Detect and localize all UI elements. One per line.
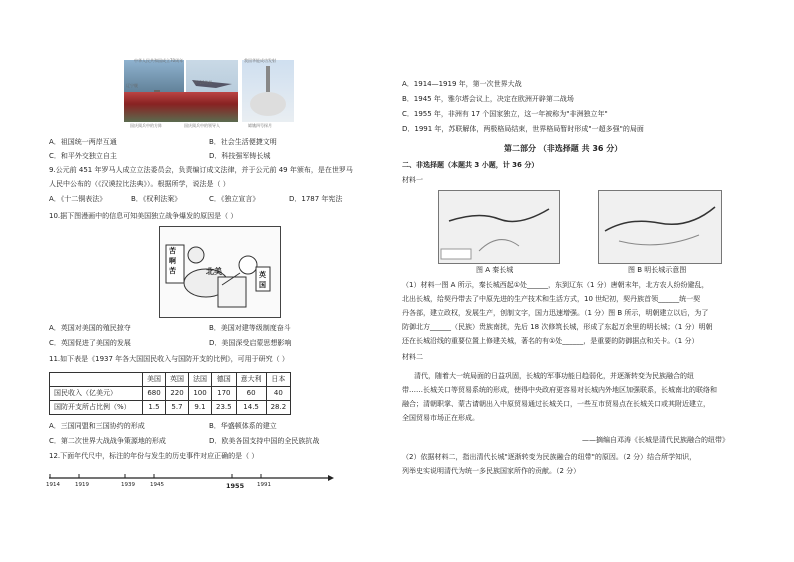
q8-option-b[interactable]: B．社会生活便捷文明 <box>209 138 277 146</box>
q9-stem-line: 人民中公布的（《汉谟拉比法典》）。根据所学，说法是（ ） <box>49 180 230 188</box>
cartoon <box>159 226 281 318</box>
material-two-label: 材料二 <box>402 353 423 361</box>
cartoon-label: 啊 <box>169 257 176 265</box>
table-cell: 国民收入（亿美元） <box>50 387 143 401</box>
cartoon-label: 苦 <box>169 247 176 255</box>
table-cell: 28.2 <box>266 401 291 415</box>
paragraph-line: 防御北方______（民族）贵族南扰，先后 18 次修筑长城，形成了东起万余里的明长城；（1 分）明朝 <box>402 323 713 331</box>
q12-stem: 12.下面年代尺中，标注的年份与发生的历史事件对应正确的是（ ） <box>49 452 259 460</box>
table-cell: 23.5 <box>212 401 237 415</box>
photo-rocket-launch <box>242 60 294 122</box>
map-a-graphic <box>439 191 559 263</box>
q11-option-c[interactable]: C．第二次世界大战战争策源地的形成 <box>49 437 166 445</box>
table-cell: 日本 <box>266 373 291 387</box>
timeline-label: 1945 <box>150 482 164 488</box>
timeline-label: 1991 <box>257 482 271 488</box>
paragraph-line: 清代，随着大一统局面的日益巩固，长城的军事功能日趋弱化，并逐渐转变为民族融合的纽 <box>414 372 694 380</box>
paragraph-line: 丹各部，建立政权，发展生产，创制文字，国力迅速增强。（1 分）图 B 所示，明朝建立以后，为了 <box>402 309 709 317</box>
q11-option-a[interactable]: A．三国同盟和三国协约的形成 <box>49 422 145 430</box>
rocket-graphic <box>242 60 294 122</box>
q10-option-b[interactable]: B．美国对建等级制度奋斗 <box>209 324 291 332</box>
q8-option-d[interactable]: D．科技强军铸长城 <box>209 152 271 160</box>
paragraph-line: 北出长城，给契丹带去了中原先进的生产技术和生活方式，10 世纪初，契丹族首领______统一契 <box>402 295 701 303</box>
part-two-title: 第二部分 （非选择题 共 36 分） <box>504 144 623 153</box>
table-cell: 法国 <box>189 373 212 387</box>
map-b-ming-wall <box>598 190 722 264</box>
cartoon-label: 北美 <box>206 267 222 276</box>
table-cell: 220 <box>166 387 189 401</box>
cartoon-label: 英 <box>259 271 266 279</box>
table-cell: 5.7 <box>166 401 189 415</box>
table-cell: 14.5 <box>236 401 266 415</box>
photo-caption: 我国华能成功发射 <box>244 58 276 63</box>
table-cell: 60 <box>236 387 266 401</box>
map-a-qin-wall <box>438 190 560 264</box>
table-row <box>50 387 291 401</box>
q10-option-d[interactable]: D．美国深受启蒙思想影响 <box>209 339 292 347</box>
paragraph-line: （1）材料一图 A 所示，秦长城西起①处______，东到辽东（1 分）唐朝末年，北方农人纷纷避乱， <box>402 281 709 289</box>
cartoon-label: 国 <box>259 281 266 289</box>
question-two-line: （2）依据材料二，指出清代长城"逐渐转变为民族融合的纽带"的原因。（2 分）结合所学知识， <box>402 453 697 461</box>
q12-option-a[interactable]: A．1914—1919 年，第一次世界大战 <box>402 80 522 88</box>
map-a-caption: 图 A 秦长城 <box>476 266 514 274</box>
q11-option-b[interactable]: B．华盛顿体系的建立 <box>209 422 277 430</box>
q12-option-d[interactable]: D．1991 年，苏联解体，两极格局结束，世界格局暂时形成"一超多强"的局面 <box>402 125 644 133</box>
q9-option-d[interactable]: D．1787 年宪法 <box>289 195 343 203</box>
q8-option-a[interactable]: A．祖国统一两岸互通 <box>49 138 117 146</box>
cartoon-label: 苦 <box>169 267 176 275</box>
table-cell <box>50 373 143 387</box>
timeline-label: 1914 <box>46 482 60 488</box>
photo-caption: 国庆阅兵中的方阵 <box>130 123 162 128</box>
paragraph-line: 带……长城关口等贸易系统的形成，使得中央政府更容易对长城内外地区加强联系，长城南北的联络和 <box>402 386 717 394</box>
source-citation: ——摘编自邓涛《长城是清代民族融合的纽带》 <box>582 436 729 444</box>
photo-caption: 中华人民共和国成立70周年 <box>134 58 184 63</box>
table-cell: 680 <box>143 387 166 401</box>
timeline-axis <box>49 470 334 496</box>
photo-caption: 辽宁舰 <box>126 83 138 88</box>
data-table <box>49 372 291 415</box>
table-cell: 100 <box>189 387 212 401</box>
q11-option-d[interactable]: D．欧美各国支持中国的全民族抗战 <box>209 437 320 445</box>
table-cell: 170 <box>212 387 237 401</box>
q9-stem-line: 9.公元前 451 年罗马人成立立法委员会，负责编订成文法律，并于公元前 49 年颁布，是在世罗马 <box>49 166 353 174</box>
q10-stem: 10.据下图漫画中的信息可知美国独立战争爆发的原因是（ ） <box>49 212 238 220</box>
q8-option-c[interactable]: C．和平外交独立自主 <box>49 152 117 160</box>
timeline-label: 1955 <box>226 482 245 490</box>
table-cell: 9.1 <box>189 401 212 415</box>
paragraph-line: 还在长城沿线的重要位置上修建关城，著名的有①处______，是重要的防御据点和关卡。（1 分） <box>402 337 699 345</box>
table-row <box>50 401 291 415</box>
photo-caption: 歼-20战机 <box>194 80 213 85</box>
photo-caption: 国庆阅兵中的领导人 <box>184 123 220 128</box>
photo-parade <box>124 92 238 122</box>
q10-option-c[interactable]: C．英国促进了美国的发展 <box>49 339 131 347</box>
q9-option-a[interactable]: A．《十二铜表法》 <box>49 195 107 203</box>
q9-option-c[interactable]: C．《独立宣言》 <box>209 195 260 203</box>
section-title: 二、非选择题（本题共 3 小题，计 36 分） <box>402 161 539 169</box>
paragraph-line: 全国贸易市场正在形成。 <box>402 414 479 422</box>
table-cell: 40 <box>266 387 291 401</box>
timeline-label: 1939 <box>121 482 135 488</box>
map-b-caption: 图 B 明长城示意图 <box>628 266 687 274</box>
timeline-label: 1919 <box>75 482 89 488</box>
q12-option-b[interactable]: B．1945 年，雅尔塔会议上，决定在欧洲开辟第二战场 <box>402 95 574 103</box>
question-two-line: 列举史实说明清代为统一多民族国家所作的贡献。（2 分） <box>402 467 581 475</box>
table-cell: 意大利 <box>236 373 266 387</box>
table-cell: 1.5 <box>143 401 166 415</box>
photo-collage <box>124 60 354 132</box>
q9-option-b[interactable]: B．《权利法案》 <box>131 195 182 203</box>
table-cell: 英国 <box>166 373 189 387</box>
table-cell: 国防开支所占比例（%） <box>50 401 143 415</box>
table-cell: 美国 <box>143 373 166 387</box>
q10-option-a[interactable]: A．英国对美国的殖民掠夺 <box>49 324 131 332</box>
photo-caption: 嫦娥四号探月 <box>248 123 272 128</box>
table-cell: 德国 <box>212 373 237 387</box>
table-header-row <box>50 373 291 387</box>
q11-stem: 11.如下表是《1937 年各大国国民收入与国防开支的比例》，可用于研究（ ） <box>49 355 289 363</box>
material-one-label: 材料一 <box>402 176 423 184</box>
map-b-graphic <box>599 191 721 263</box>
paragraph-line: 融合；清朝职掌、蒙古请朝出入中原贸易通过长城关口，一些互市贸易点在长城关口或其附近建立， <box>402 400 710 408</box>
timeline <box>46 470 334 496</box>
q12-option-c[interactable]: C．1955 年，非洲有 17 个国家独立，这一年被称为"非洲独立年" <box>402 110 608 118</box>
